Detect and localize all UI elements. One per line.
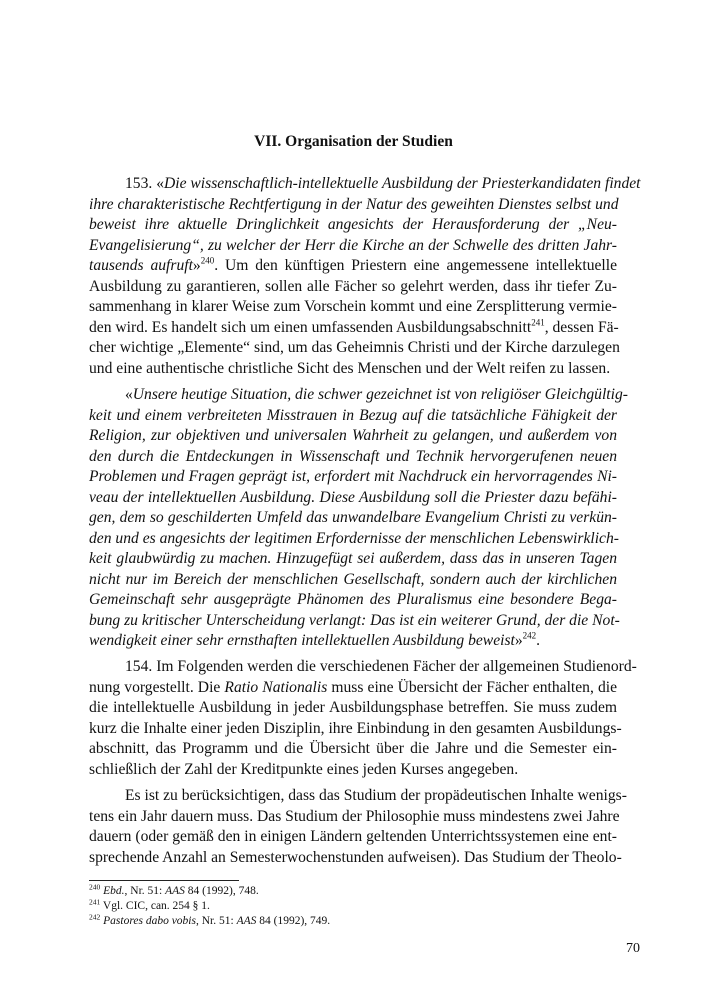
italic-text: ihre charakteristische Rechtfertigung in der Natur des geweihten Dienstes selbst und: [89, 195, 619, 213]
italic-text: Die wissenschaftlich-intellektuelle Ausbildung der Priesterkandidaten findet: [163, 175, 641, 192]
text-run: «: [125, 386, 133, 403]
text-line: [89, 174, 641, 195]
footnote: [89, 914, 330, 929]
text-line: [89, 760, 617, 781]
text-line: [89, 236, 617, 257]
text-line: [89, 297, 617, 318]
text-line: [89, 447, 617, 468]
section-heading: VII. Organisation der Studien: [254, 133, 453, 150]
italic-text: nicht nur im Bereich der menschlichen Gesellschaft, sondern auch der kirchlichen: [89, 570, 617, 588]
text-line: [89, 359, 617, 380]
italic-text: tausends aufruft: [89, 257, 193, 274]
text-run: schließlich der Zahl der Kreditpunkte eines jeden Kurses angegeben.: [89, 760, 519, 778]
text-line: [89, 467, 617, 488]
text-run: cher wichtige „Elemente“ sind, um das Geheimnis Christi und der Kirche darzulegen: [89, 339, 620, 356]
text-line: [89, 698, 617, 719]
text-run: »: [192, 257, 201, 274]
italic-text: AAS: [165, 885, 185, 897]
italic-text: den durch die Entdeckungen in Wissenschaft und Technik hervorgerufenen neuen: [89, 447, 617, 465]
italic-text: wendigkeit einer sehr ernsthaften intellektuellen Ausbildung beweist: [89, 632, 515, 649]
text-line: [89, 570, 617, 591]
text-run: dauern (oder gemäß den in einigen Ländern geltenden Unterrichtssystemen eine ent-: [89, 828, 617, 845]
text-run: muss eine Übersicht der Fächer enthalten, die: [327, 678, 617, 696]
italic-text: gen, dem so geschilderten Umfeld das unwandelbare Evangelium Christi zu verkün-: [89, 509, 617, 526]
text-run: Es ist zu berücksichtigen, dass das Studium der propädeutischen Inhalte wenigs-: [125, 787, 627, 804]
text-run: kurz die Inhalte einer jeden Disziplin, ihre Einbindung in den gesamten Ausbildungs-: [89, 719, 622, 737]
italic-text: beweist ihre aktuelle Dringlichkeit angesichts der Herausforderung der „Neu-: [89, 216, 617, 233]
text-line: [89, 611, 620, 632]
text-line: [89, 385, 628, 406]
italic-text: Evangelisierung“, zu welcher der Herr die Kirche an der Schwelle des dritten Jahr-: [89, 236, 617, 254]
text-run: Vgl. CIC, can. 254 § 1.: [100, 900, 210, 912]
paragraph-continuation: [89, 786, 627, 868]
text-line: [89, 848, 622, 869]
text-line: [89, 786, 627, 807]
text-line: [89, 426, 617, 447]
text-run: »: [514, 632, 523, 649]
footnote-ref: 240: [200, 255, 215, 266]
text-line: [89, 590, 617, 611]
text-run: .: [536, 632, 541, 649]
footnotes: [89, 884, 330, 929]
text-line: [89, 807, 620, 828]
text-line: [89, 488, 617, 509]
footnote: [89, 899, 330, 914]
text-line: [89, 529, 617, 550]
quote-block: [89, 385, 628, 652]
text-run: , Nr. 51:: [195, 915, 237, 927]
text-run: . Um den künftigen Priestern eine angemessene intellektuelle: [214, 257, 617, 274]
footnote: [89, 884, 330, 899]
text-line: [89, 195, 617, 216]
italic-text: Problemen und Fragen geprägt ist, erfordert mit Nachdruck ein hervorragendes Ni-: [89, 468, 617, 485]
text-run: sprechende Anzahl an Semesterwochenstunden aufweisen). Das Studium der Theolo-: [89, 848, 622, 866]
text-run: tens ein Jahr dauern muss. Das Studium der Philosophie muss mindestens zwei Jahre: [89, 807, 620, 825]
footnote-ref: 242: [89, 912, 101, 922]
text-run: , Nr. 51:: [124, 885, 166, 897]
text-run: die intellektuelle Ausbildung in jeder Ausbildungsphase betreffen. Sie muss zudem: [89, 699, 617, 716]
text-line: [89, 678, 617, 699]
italic-text: veau der intellektuellen Ausbildung. Diese Ausbildung soll die Priester dazu befähi-: [89, 488, 617, 506]
text-line: [89, 338, 620, 359]
text-line: [89, 739, 617, 760]
italic-text: Unsere heutige Situation, die schwer gezeichnet ist von religiöser Gleichgültig-: [132, 386, 628, 403]
italic-text: bung zu kritischer Unterscheidung verlangt: Das ist ein weiterer Grund, der die Not-: [89, 611, 620, 629]
text-run: Ausbildung zu garantieren, sollen alle Fächer so gelehrt werden, dass ihr tiefer Zu-: [89, 277, 617, 295]
text-run: 84 (1992), 748.: [184, 885, 259, 897]
text-line: [89, 318, 617, 339]
text-run: 84 (1992), 749.: [256, 915, 331, 927]
text-run: den wird. Es handelt sich um einen umfassenden Ausbildungsabschnitt: [89, 318, 532, 336]
italic-text: keit und einem verbreiteten Misstrauen in Bezug auf die tatsächliche Fähigkeit der: [89, 406, 617, 424]
text-line: [89, 406, 617, 427]
text-run: abschnitt, das Programm und die Übersicht über die Jahre und die Semester ein-: [89, 740, 617, 757]
text-run: 153. «: [125, 175, 164, 192]
text-line: [89, 549, 617, 570]
text-line: [89, 215, 617, 236]
italic-text: AAS: [236, 915, 257, 927]
text-line: [89, 631, 617, 652]
text-run: nung vorgestellt. Die: [89, 678, 225, 696]
footnote-ref: 241: [89, 897, 101, 907]
footnote-ref: 240: [89, 882, 101, 892]
italic-text: den und es angesichts der legitimen Erfordernisse der menschlichen Lebenswirklich-: [89, 529, 619, 547]
text-line: [89, 719, 622, 740]
italic-text: Pastores dabo vobis: [103, 915, 196, 927]
text-line: [89, 508, 617, 529]
paragraph-153: [89, 174, 641, 379]
text-run: 154. Im Folgenden werden die verschiedenen Fächer der allgemeinen Studienord-: [125, 658, 637, 675]
text-run: sammenhang in klarer Weise zum Vorschein kommt und eine Zersplitterung vermie-: [89, 298, 617, 315]
italic-text: Gemeinschaft sehr ausgeprägte Phänomen des Pluralismus eine besondere Bega-: [89, 591, 617, 608]
text-line: [89, 277, 617, 298]
paragraph-154: [89, 657, 637, 780]
text-line: [89, 256, 617, 277]
footnote-ref: 242: [522, 630, 537, 641]
text-line: [89, 827, 617, 848]
text-run: und eine authentische christliche Sicht des Menschen und der Welt reifen zu lassen.: [89, 359, 611, 377]
italic-text: Religion, zur objektiven und universalen Wahrheit zu gelangen, und außerdem von: [89, 427, 617, 444]
footnote-separator: [89, 880, 239, 881]
text-line: [89, 657, 637, 678]
italic-text: Ratio Nationalis: [224, 678, 328, 696]
page-number: 70: [626, 941, 640, 956]
italic-text: keit glaubwürdig zu machen. Hinzugefügt sei außerdem, dass das in unseren Tagen: [89, 550, 617, 567]
footnote-ref: 241: [531, 316, 545, 327]
text-run: , dessen Fä-: [544, 318, 619, 336]
italic-text: Ebd.: [103, 885, 125, 897]
